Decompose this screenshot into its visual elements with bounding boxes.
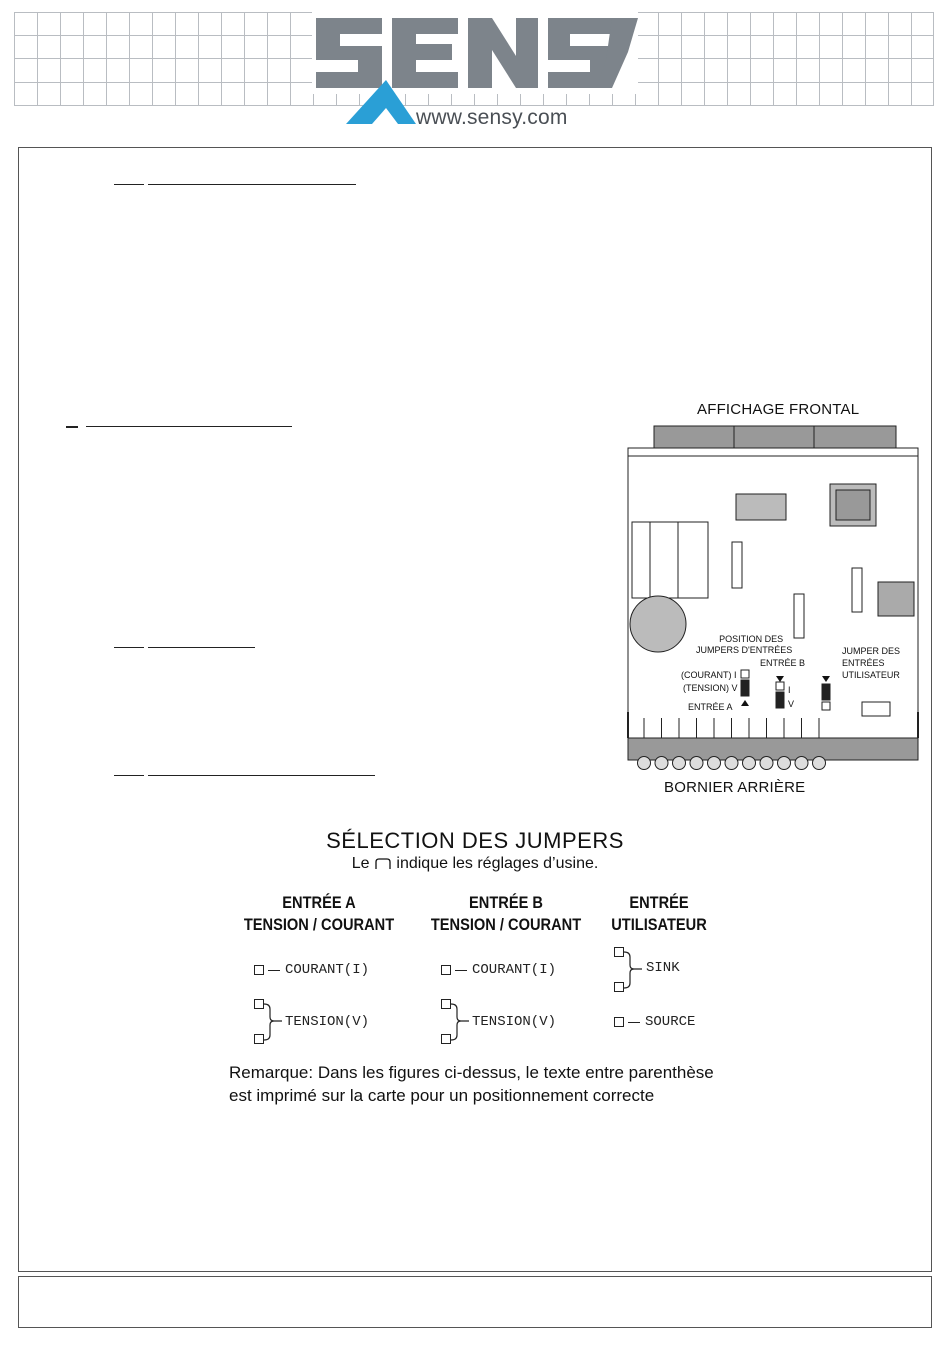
tension-label: (TENSION) V — [683, 683, 738, 693]
remark-line-2: est imprimé sur la carte pour un positionnement correcte — [229, 1086, 655, 1105]
user-jumper-label — [842, 645, 900, 681]
b-current-mark: I — [788, 685, 791, 695]
user-jumper-line2: ENTRÉES — [842, 658, 885, 668]
heading-rule — [148, 647, 255, 648]
website-url[interactable]: www.sensy.com — [416, 106, 568, 129]
col-a-option-voltage: TENSION(V) — [285, 1014, 370, 1030]
col-user-line1: ENTRÉE — [629, 893, 689, 912]
col-a-line2: TENSION / COURANT — [243, 915, 395, 934]
col-user-header — [600, 892, 719, 936]
jumper-link — [628, 1022, 640, 1023]
subtitle-prefix: Le — [351, 855, 370, 872]
col-b-option-voltage: TENSION(V) — [472, 1014, 557, 1030]
col-a-option-current: COURANT(I) — [285, 962, 370, 978]
col-a-header — [242, 892, 395, 936]
jumper-pad — [614, 1017, 624, 1027]
circuit-board-diagram — [620, 422, 926, 782]
col-b-line2: TENSION / COURANT — [430, 915, 582, 934]
jumper-bracket — [622, 951, 644, 989]
footer-frame — [18, 1276, 932, 1328]
jumper-bracket — [449, 1003, 471, 1041]
entree-a-label: ENTRÉE A — [688, 702, 733, 712]
col-b-line1: ENTRÉE B — [469, 893, 543, 912]
heading-rule — [114, 647, 144, 648]
jumper-pad — [441, 965, 451, 975]
heading-rule — [66, 426, 78, 428]
heading-rule — [148, 775, 375, 776]
board-bottom-label: BORNIER ARRIÈRE — [664, 779, 806, 796]
col-a-line1: ENTRÉE A — [282, 893, 356, 912]
board-top-label: AFFICHAGE FRONTAL — [697, 401, 860, 418]
col-user-option-source: SOURCE — [645, 1014, 696, 1030]
heading-rule — [86, 426, 292, 427]
b-voltage-mark: V — [788, 699, 795, 709]
selection-title: SÉLECTION DES JUMPERS — [326, 828, 624, 853]
col-b-option-current: COURANT(I) — [472, 962, 557, 978]
courant-label: (COURANT) I — [681, 670, 737, 680]
jumper-link — [268, 970, 280, 971]
user-jumper-line1: JUMPER DES — [842, 646, 901, 656]
col-b-header — [429, 892, 582, 936]
jumper-bracket — [262, 1003, 284, 1041]
heading-rule — [114, 775, 144, 776]
jumper-position-label — [696, 634, 793, 656]
factory-jumper-icon — [374, 857, 392, 869]
col-user-option-sink: SINK — [646, 960, 680, 976]
jumper-pad — [254, 965, 264, 975]
heading-rule — [148, 184, 356, 185]
col-user-line2: UTILISATEUR — [611, 915, 707, 934]
user-jumper-line3: UTILISATEUR — [842, 670, 900, 680]
subtitle-suffix: indique les réglages d’usine. — [396, 855, 599, 872]
jumper-position-line2: JUMPERS D'ENTRÉES — [696, 645, 793, 655]
selection-subtitle — [0, 855, 950, 873]
remark-line-1: Remarque: Dans les figures ci-dessus, le texte entre parenthèse — [229, 1063, 714, 1082]
heading-rule — [114, 184, 144, 185]
entree-b-label: ENTRÉE B — [760, 658, 806, 668]
jumper-position-line1: POSITION DES — [719, 634, 784, 644]
jumper-link — [455, 970, 467, 971]
